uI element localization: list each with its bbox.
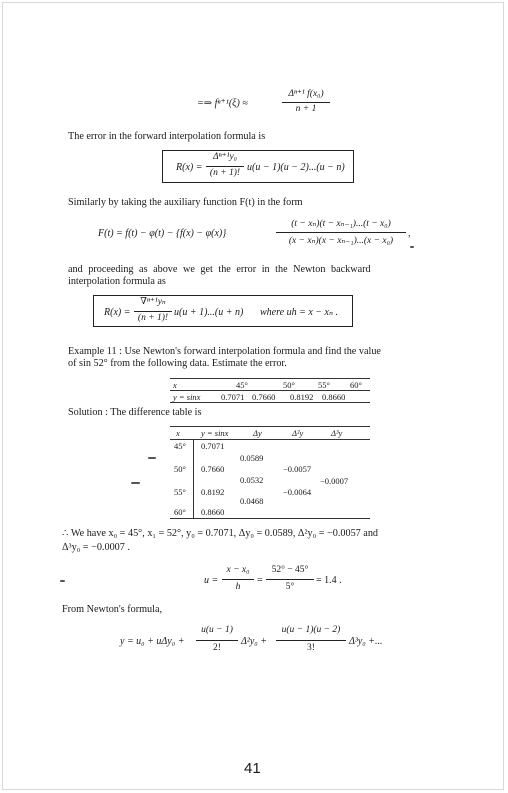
- table-cell: 0.7660: [252, 392, 276, 402]
- newton-den2: 3!: [307, 643, 315, 653]
- newton-den1: 2!: [213, 643, 221, 653]
- formula-F-denominator: (x − xₙ)(x − xₙ₋₁)...(x − x₀): [288, 236, 394, 246]
- u-formula-num1: x − x₀: [226, 565, 250, 575]
- u-formula-den1: h: [235, 582, 241, 592]
- table-cell: 50°: [283, 380, 295, 390]
- table-cell: 0.8192: [290, 392, 314, 402]
- fraction-bar: [196, 640, 238, 641]
- formula-F-tail: ,: [408, 228, 411, 239]
- diff-y: 0.7071: [201, 441, 225, 451]
- newton-num2: u(u − 1)(u − 2): [281, 625, 341, 635]
- box2-denominator: (n + 1)!: [137, 313, 169, 323]
- box2-numerator: ∇ⁿ⁺¹yₙ: [140, 297, 166, 307]
- table-cell: 0.7071: [221, 392, 245, 402]
- newton-mid: Δ²y₀ +: [241, 636, 268, 647]
- table-cell: 0.8660: [322, 392, 346, 402]
- we-have-text-2: Δ³y₀ = −0.0007 .: [62, 542, 130, 553]
- table-rule: [170, 402, 370, 403]
- u-formula-den2: 5°: [285, 582, 295, 592]
- table-cell: y = sinx: [173, 392, 201, 402]
- box1-rhs: u(u − 1)(u − 2)...(u − n): [247, 162, 345, 173]
- scan-smudge: [410, 246, 414, 248]
- diff-header: Δ³y: [331, 428, 343, 438]
- u-formula-eq: =: [257, 575, 263, 586]
- diff-d1: 0.0589: [240, 453, 264, 463]
- diff-header: x: [176, 428, 180, 438]
- table-rule: [170, 390, 370, 391]
- diff-d1: 0.0468: [240, 496, 264, 506]
- newton-num1: u(u − 1): [201, 625, 233, 635]
- fraction-bar: [282, 102, 330, 103]
- u-formula-result: = 1.4 .: [316, 575, 342, 586]
- table-rule: [170, 426, 370, 427]
- proceeding-text-1: and proceeding as above we get the error in the Newton backward: [68, 264, 371, 275]
- box1-denominator: (n + 1)!: [209, 168, 241, 178]
- example-text-2: of sin 52° from the following data. Estimate the error.: [68, 358, 287, 369]
- box1-numerator: Δⁿ⁺¹y₀: [213, 152, 237, 162]
- fraction-bar: [222, 579, 254, 580]
- formula-F-numerator: (t − xₙ)(t − xₙ₋₁)...(t − x₀): [291, 219, 391, 229]
- scan-smudge: [148, 457, 156, 459]
- box1-lhs: R(x) =: [176, 162, 203, 173]
- error-forward-text: The error in the forward interpolation formula is: [68, 131, 266, 142]
- diff-header: Δ²y: [292, 428, 304, 438]
- table-rule: [170, 439, 370, 440]
- from-newton-text: From Newton's formula,: [62, 604, 163, 615]
- formula-top-numerator: Δⁿ⁺¹ f(x₀): [288, 89, 324, 99]
- table-cell: 55°: [318, 380, 330, 390]
- table-rule: [193, 439, 194, 518]
- table-cell: x: [173, 380, 177, 390]
- fraction-bar: [266, 579, 314, 580]
- formula-top-left: =⇒ fⁿ⁺¹(ξ) ≈: [197, 98, 248, 109]
- solution-text: Solution : The difference table is: [68, 407, 202, 418]
- diff-header: y = sinx: [201, 428, 229, 438]
- diff-x: 50°: [174, 464, 186, 474]
- scan-smudge: [131, 482, 140, 484]
- diff-d2: −0.0064: [283, 487, 312, 497]
- diff-header: Δy: [253, 428, 262, 438]
- fraction-bar: [134, 311, 172, 312]
- u-formula-lhs: u =: [204, 575, 219, 586]
- u-formula-num2: 52° − 45°: [271, 565, 309, 575]
- diff-x: 60°: [174, 507, 186, 517]
- similarly-text: Similarly by taking the auxiliary function F(t) in the form: [68, 197, 303, 208]
- table-rule: [170, 518, 370, 519]
- diff-d1: 0.0532: [240, 475, 264, 485]
- formula-F-lhs: F(t) = f(t) − φ(t) − {f(x) − φ(x)}: [98, 228, 227, 239]
- page-number: 41: [244, 760, 261, 777]
- box2-where: where uh = x − xₙ .: [260, 307, 338, 318]
- newton-lhs: y = u₀ + uΔy₀ +: [120, 636, 185, 647]
- newton-tail: Δ³y₀ +...: [349, 636, 383, 647]
- example-text-1: Example 11 : Use Newton's forward interpolation formula and find the value: [68, 346, 381, 357]
- diff-y: 0.7660: [201, 464, 225, 474]
- scan-smudge: [60, 580, 65, 582]
- we-have-text-1: ∴ We have x₀ = 45°, x₁ = 52°, y₀ = 0.7071, Δy₀ = 0.0589, Δ²y₀ = −0.0057 and: [62, 528, 379, 539]
- proceeding-text-2: interpolation formula as: [68, 276, 166, 287]
- diff-y: 0.8660: [201, 507, 225, 517]
- fraction-bar: [276, 640, 346, 641]
- diff-d3: −0.0007: [320, 476, 349, 486]
- diff-x: 55°: [174, 487, 186, 497]
- formula-top-denominator: n + 1: [295, 104, 317, 114]
- box2-rhs: u(u + 1)...(u + n): [174, 307, 244, 318]
- diff-d2: −0.0057: [283, 464, 312, 474]
- box2-lhs: R(x) =: [104, 307, 131, 318]
- fraction-bar: [206, 166, 244, 167]
- fraction-bar: [276, 232, 406, 233]
- table-cell: 60°: [350, 380, 362, 390]
- diff-y: 0.8192: [201, 487, 225, 497]
- diff-x: 45°: [174, 441, 186, 451]
- table-rule: [170, 378, 370, 379]
- table-cell: 45°: [236, 380, 248, 390]
